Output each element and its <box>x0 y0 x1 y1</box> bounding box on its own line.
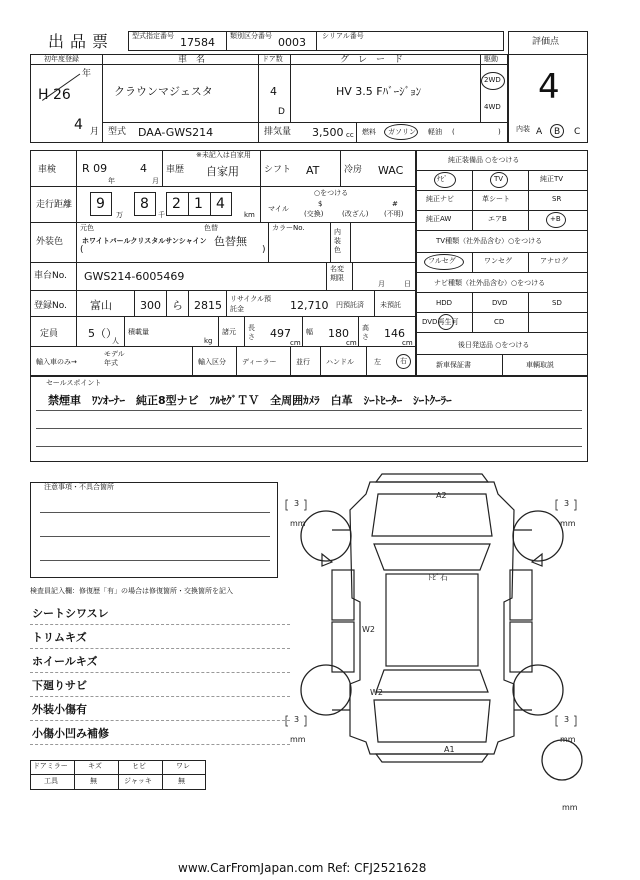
usage-note: ※未記入は自家用 <box>196 151 251 159</box>
plate-class: 300 <box>140 299 161 312</box>
first-reg-label: 初年度登録 <box>44 55 79 63</box>
note-item-2: トリムキズ <box>32 631 87 644</box>
tread-rear-right-value: 3 <box>564 715 570 724</box>
mileage-digit-5: 4 <box>216 196 225 212</box>
legend-v2: 無 <box>90 777 97 785</box>
displacement-label: 排気量 <box>264 127 292 137</box>
recycle-label: リサイクル預託金 <box>230 295 272 313</box>
note-item-6: 小傷小凹み補修 <box>32 727 109 740</box>
fuel-label: 燃料 <box>362 128 376 136</box>
interior-a: A <box>536 127 543 137</box>
load-label: 積載量 <box>128 328 149 336</box>
right-handle: 右 <box>400 357 407 365</box>
damage-mark-rear-bumper: A1 <box>444 745 455 754</box>
chassis-value: GWS214-6005469 <box>84 270 185 283</box>
color-value: ホワイトパールクリスタルサンシャイン <box>82 237 207 245</box>
mileage-digit-2: 8 <box>140 196 149 212</box>
meter-label: マイル <box>268 205 289 213</box>
recycle-value: 12,710 <box>290 299 329 312</box>
sales-label: セールスポイント <box>46 379 102 387</box>
oem-aw-label: 純正AW <box>426 215 452 223</box>
original-color-label: 元色 <box>80 224 94 232</box>
name-change-month-unit: 月 <box>378 280 385 288</box>
tread-front-right-unit: mm <box>560 519 576 528</box>
sales-text: 禁煙車 ﾜﾝｵｰﾅｰ 純正8型ナビ ﾌﾙｾｸﾞＴＶ 全周囲ｶﾒﾗ 白革 ｼｰﾄﾋｰﾀｰ ｼｰﾄｸｰﾗｰ <box>48 394 452 407</box>
length-unit: cm <box>290 339 301 347</box>
mileage-digit-4: 1 <box>194 196 203 212</box>
doc-title: 後日発送品 ○をつける <box>458 341 530 349</box>
notes-box <box>30 482 278 578</box>
chassis-label: 車台No. <box>34 271 67 281</box>
model-year-label: モデル年式 <box>104 350 125 367</box>
first-reg-era: H 26 <box>38 87 71 103</box>
name-change-label: 名変期限 <box>330 265 344 282</box>
interior-b: B <box>554 127 561 137</box>
plate-area: 富山 <box>90 299 112 312</box>
drive-2wd: 2WD <box>484 76 501 84</box>
note-item-5: 外装小傷有 <box>32 703 87 716</box>
drive-4wd: 4WD <box>484 103 501 111</box>
height-unit: cm <box>402 339 413 347</box>
oem-tv-label: 純正TV <box>540 175 564 183</box>
shift-value: AT <box>306 164 320 177</box>
oem-tv-mark: TV <box>494 175 504 183</box>
inspection-month: 4 <box>140 162 147 175</box>
capacity-unit: 人 <box>112 337 119 345</box>
legend-v4: 無 <box>178 777 185 785</box>
plate-number: 2815 <box>194 299 222 312</box>
class-label: 類別区分番号 <box>230 32 272 40</box>
mileage-man-unit: 万 <box>116 211 123 219</box>
damage-mark-windshield: ﾄﾋﾟ石 <box>428 573 448 582</box>
light-oil-label: 軽油 <box>428 128 442 136</box>
car-name-label: 車 名 <box>178 55 206 65</box>
tread-front-left-unit: mm <box>290 519 306 528</box>
car-name: クラウンマジェスタ <box>114 85 213 98</box>
shift-label: シフト <box>264 165 292 175</box>
tread-rear-right-unit: mm <box>560 735 576 744</box>
tv-analog: アナログ <box>540 257 568 265</box>
note-item-4: 下廻りサビ <box>32 679 87 692</box>
airbag-label: エアB <box>488 215 507 223</box>
damage-mark-front-bumper: A2 <box>436 491 447 500</box>
tread-spare-unit: mm <box>562 803 578 812</box>
first-reg-year-unit: 年 <box>82 69 92 79</box>
mileage-sen-unit: 千 <box>158 211 165 219</box>
car-damage-diagram <box>282 470 602 820</box>
nav-sd: SD <box>552 299 562 307</box>
oem-navi-label: 純正ナビ <box>426 195 454 203</box>
plus-b-label: +B <box>550 215 561 223</box>
tread-rear-left-value: 3 <box>294 715 300 724</box>
doors-sub: D <box>278 107 285 117</box>
score-value: 4 <box>538 67 560 107</box>
fuel-value: ガソリン <box>388 128 416 136</box>
oem-title: 純正装備品 ○をつける <box>448 156 520 164</box>
note-item-3: ホイールキズ <box>32 655 98 668</box>
tv-title: TV種類（社外品含む）○をつける <box>436 237 543 245</box>
legend-h1: ドアミラー <box>33 762 68 770</box>
tread-front-left-value: 3 <box>294 499 300 508</box>
inspection-year-unit: 年 <box>108 177 115 185</box>
interior-c: C <box>574 127 581 137</box>
ac-value: WAC <box>378 164 404 177</box>
legend-h3: ヒビ <box>132 762 146 770</box>
tv-fullseg: フルセグ <box>428 257 456 265</box>
repaint-value: 色替無 <box>214 235 247 248</box>
capacity-value: 5（） <box>88 327 117 340</box>
interior-label: 内装 <box>516 125 530 133</box>
first-reg-month-unit: 月 <box>90 127 100 137</box>
dims-label: 諸元 <box>222 328 236 336</box>
plate-kana: ら <box>172 299 183 312</box>
drive-label: 駆動 <box>484 55 498 63</box>
displacement-unit: cc <box>346 131 354 139</box>
meter-tamper: (改ざん) <box>342 210 369 218</box>
left-handle: 左 <box>374 358 381 366</box>
recycle-unit: 円預託済 <box>336 301 364 309</box>
meter-unknown: (不明) <box>384 210 404 218</box>
legend-v3: ジャッキ <box>124 777 152 785</box>
leather-seat-label: 革シート <box>482 195 510 203</box>
type-cert-label: 型式指定番号 <box>132 32 174 40</box>
nav-title: ナビ種類（社外品含む）○をつける <box>434 279 546 287</box>
sheet-title: 出品票 <box>48 32 115 51</box>
damage-mark-left-side: W2 <box>362 625 375 634</box>
notes-label: 注意事項・不具合箇所 <box>44 483 114 491</box>
displacement-value: 3,500 <box>312 126 344 139</box>
sunroof-label: SR <box>552 195 562 203</box>
ac-label: 冷房 <box>344 165 363 175</box>
handle-label: ハンドル <box>326 358 354 366</box>
tread-rear-left-unit: mm <box>290 735 306 744</box>
meter-opt-dollar: $ <box>318 200 323 208</box>
score-label: 評価点 <box>532 37 560 47</box>
repaint-label: 色替 <box>204 224 218 232</box>
import-class-label: 輸入区分 <box>198 358 226 366</box>
interior-color-label: 内装色 <box>334 228 341 254</box>
class-value: 0003 <box>278 36 306 49</box>
note-item-1: シートシワスレ <box>32 607 109 620</box>
sales-points-box <box>30 376 588 462</box>
meter-exchange: (交換) <box>304 210 324 218</box>
import-label: 輸入車のみ→ <box>36 358 77 366</box>
model-label: 型式 <box>108 127 127 137</box>
length-label: 長さ <box>248 324 255 341</box>
usage-label: 車歴 <box>166 165 185 175</box>
color-label: 外装色 <box>36 237 64 247</box>
nav-dvd: DVD <box>492 299 508 307</box>
type-cert-value: 17584 <box>180 36 215 49</box>
inspection-month-unit: 月 <box>152 177 159 185</box>
recycle-unpaid: 未預託 <box>380 301 401 309</box>
mileage-label: 走行距離 <box>36 200 73 210</box>
nav-cd: CD <box>494 318 505 326</box>
height-value: 146 <box>384 327 405 340</box>
doc-manual: 車輌取説 <box>526 361 554 369</box>
plate-label: 登録No. <box>34 301 67 311</box>
grade-value: HV 3.5 Fﾊﾞｰｼﾞｮﾝ <box>336 85 422 98</box>
legend-v1: 工具 <box>44 777 58 785</box>
model-value: DAA-GWS214 <box>138 126 214 139</box>
mileage-km-unit: km <box>244 211 255 219</box>
usage-value: 自家用 <box>206 165 239 178</box>
inspection-year: R 09 <box>82 162 108 175</box>
color-no-label: カラーNo. <box>272 224 305 232</box>
first-reg-month: 4 <box>74 117 83 133</box>
damage-mark-left-rear: W2 <box>370 688 383 697</box>
mileage-digit-3: 2 <box>172 196 181 212</box>
mileage-digit-1: 9 <box>96 196 105 212</box>
legend-h4: ワレ <box>176 762 190 770</box>
footer-watermark: www.CarFromJapan.com Ref: CFJ2521628 <box>178 861 427 875</box>
dealer-label: ディーラー <box>242 358 277 366</box>
meter-opt-hash: # <box>392 200 398 208</box>
tv-oneseg: ワンセグ <box>484 257 512 265</box>
nav-dvd-play: DVD再生可 <box>422 318 459 326</box>
tread-front-right-value: 3 <box>564 499 570 508</box>
load-unit: kg <box>204 337 213 345</box>
length-value: 497 <box>270 327 291 340</box>
height-label: 高さ <box>362 324 369 341</box>
oem-navi-mark: ﾅﾋﾞ <box>437 175 448 183</box>
inspector-label: 検査員記入欄：修復歴「有」の場合は修復箇所・交換箇所を記入 <box>30 587 233 595</box>
nav-hdd: HDD <box>436 299 453 307</box>
width-unit: cm <box>346 339 357 347</box>
grade-label: グ レ ー ド <box>340 55 404 65</box>
doors-label: ドア数 <box>262 55 283 63</box>
meter-circle-note: ○をつける <box>314 189 349 197</box>
legend-h2: キズ <box>88 762 102 770</box>
capacity-label: 定員 <box>40 329 59 339</box>
parallel-label: 並行 <box>296 358 310 366</box>
serial-label: シリアル番号 <box>322 32 364 40</box>
width-value: 180 <box>328 327 349 340</box>
doors-value: 4 <box>270 85 277 98</box>
inspection-label: 車検 <box>38 165 57 175</box>
width-label: 幅 <box>306 328 313 336</box>
doc-warranty: 新車保証書 <box>436 361 471 369</box>
